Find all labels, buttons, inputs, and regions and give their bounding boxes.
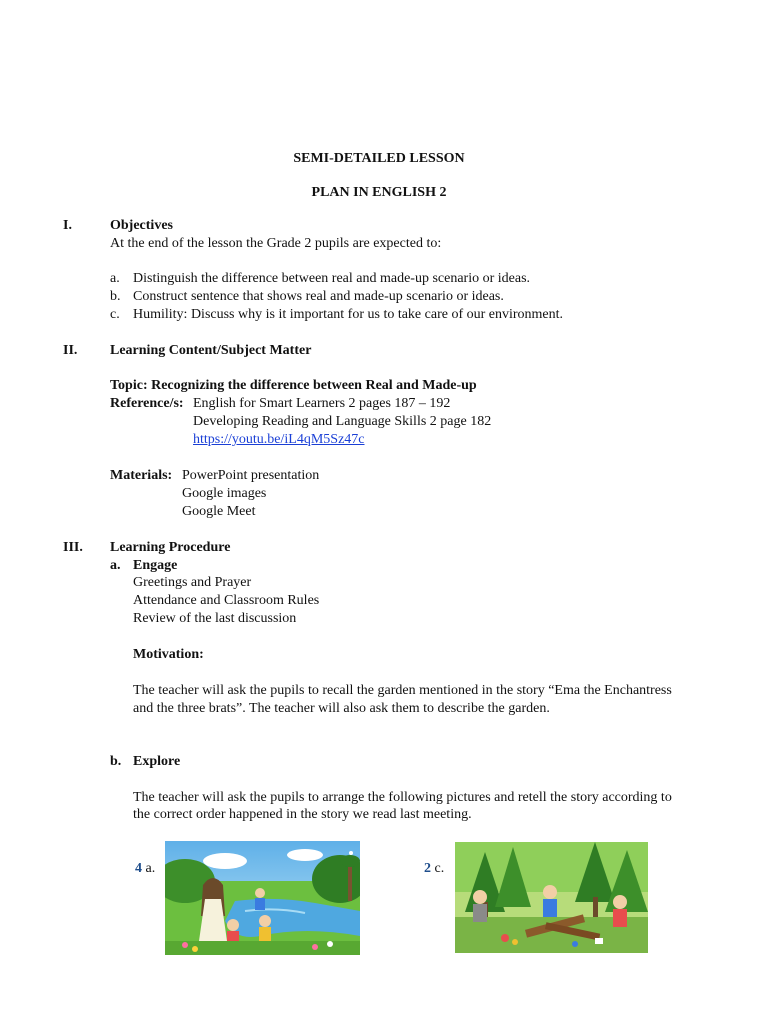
motivation-text: The teacher will ask the pupils to recall the garden mentioned in the story “Ema the Enchantress (133, 683, 672, 698)
picture-order-number: 4 (135, 861, 142, 876)
picture-letter: c. (434, 861, 445, 876)
objectives-intro: At the end of the lesson the Grade 2 pupils are expected to: (110, 236, 442, 251)
material-item: Google Meet (182, 504, 256, 519)
motivation-heading: Motivation: (133, 647, 204, 662)
engage-heading: Engage (133, 558, 178, 573)
reference-item: English for Smart Learners 2 pages 187 – 192 (193, 396, 451, 411)
explore-marker: b. (110, 754, 122, 769)
section-2-numeral: II. (63, 343, 78, 358)
garden-river-picture (165, 841, 360, 955)
picture-label (424, 860, 444, 878)
material-item: Google images (182, 486, 267, 501)
explore-text: The teacher will ask the pupils to arrange the following pictures and retell the story according to (133, 790, 672, 805)
reference-label: Reference/s: (110, 396, 184, 411)
reference-item: Developing Reading and Language Skills 2 page 182 (193, 414, 492, 429)
materials-label: Materials: (110, 468, 173, 483)
section-1-heading: Objectives (110, 218, 173, 233)
explore-text: the correct order happened in the story we read last meeting. (133, 807, 472, 822)
picture-label (135, 860, 155, 878)
objective-text: Construct sentence that shows real and made-up scenario or ideas. (133, 289, 504, 304)
objective-marker: c. (110, 307, 120, 322)
section-3-numeral: III. (63, 540, 83, 555)
youtube-link[interactable]: https://youtu.be/iL4qM5Sz47c (193, 432, 365, 447)
title-line-2: PLAN IN ENGLISH 2 (311, 185, 447, 200)
engage-item: Attendance and Classroom Rules (133, 593, 320, 608)
engage-item: Greetings and Prayer (133, 575, 252, 590)
engage-item: Review of the last discussion (133, 611, 297, 626)
engage-marker: a. (110, 558, 121, 573)
section-1-numeral: I. (63, 218, 72, 233)
title-line-1: SEMI-DETAILED LESSON (293, 151, 465, 166)
picture-order-number: 2 (424, 861, 431, 876)
picture-letter: a. (145, 861, 156, 876)
section-3-heading: Learning Procedure (110, 540, 231, 555)
objective-text: Humility: Discuss why is it important for us to take care of our environment. (133, 307, 564, 322)
material-item: PowerPoint presentation (182, 468, 320, 483)
objective-marker: a. (110, 271, 120, 286)
objective-marker: b. (110, 289, 121, 304)
forest-picture (455, 842, 648, 953)
motivation-text: and the three brats”. The teacher will also ask them to describe the garden. (133, 701, 550, 716)
explore-heading: Explore (133, 754, 181, 769)
topic-line: Topic: Recognizing the difference between Real and Made-up (110, 378, 477, 393)
section-2-heading: Learning Content/Subject Matter (110, 343, 312, 358)
objective-text: Distinguish the difference between real and made-up scenario or ideas. (133, 271, 531, 286)
